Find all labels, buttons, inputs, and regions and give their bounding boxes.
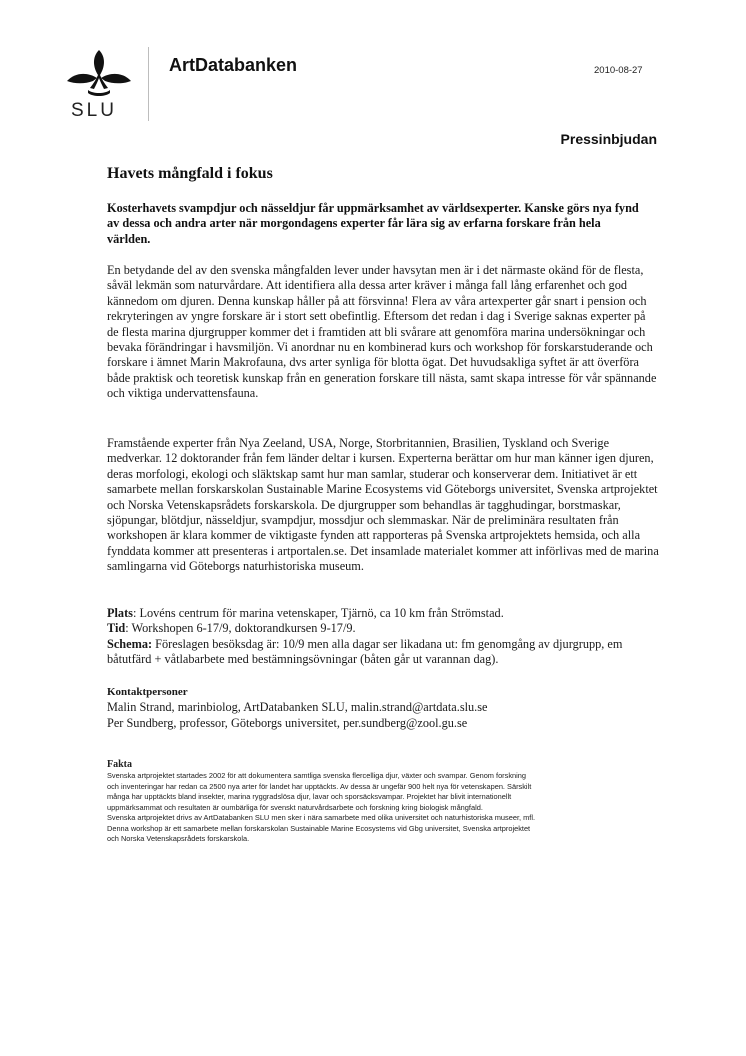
- fakta-line: och inventeringar har redan ca 2500 nya arter för landet har upptäckts. Av dessa är ungefär 900 helt nya för vetenskapen. Särskilt: [107, 781, 532, 791]
- body-paragraph: Framstående experter från Nya Zeeland, USA, Norge, Storbritannien, Brasilien, Tyskland och Sverige medverkar. 12 doktorander från fem länder deltar i kursen. Experterna berättar om hur man känner igen djuren, deras morfologi, ekologi och släktskap samt hur man samlar, studerar och konserverar dem. Initiativet är ett samarbete mellan forskarskolan Sustainable Marine Ecosystems vid Göteborgs universitet, Svenska artprojektet och Norska Vetenskapsrådets forskarskola. De djurgrupper som behandlas är tagghudingar, borstmaskar, sjöpungar, blötdjur, nässeldjur, svampdjur, mossdjur och slemmaskar. När de preliminära resultaten från workshopen är klara kommer de viktigaste fynden att rapporteras på Svenska artprojektets hemsida, och alla fynddata kommer att presenteras i artportalen.se. Det insamlade materialet kommer att införlivas med de marina samlingarna vid Göteborgs naturhistoriska museum.: [107, 436, 659, 574]
- fakta-title: Fakta: [107, 759, 132, 770]
- place-row: [107, 606, 667, 621]
- fakta-line: Svenska artprojektet startades 2002 för att dokumentera samtliga svenska flercelliga djur, växter och svampar. Genom forskning: [107, 771, 527, 780]
- contact-person: Malin Strand, marinbiolog, ArtDatabanken SLU, malin.strand@artdata.slu.se: [107, 700, 488, 715]
- body-paragraph: En betydande del av den svenska mångfalden lever under havsytan men är i det närmaste okänd för de flesta, såväl lekmän som naturvårdare. Att identifiera alla dessa arter kräver i många fall lång erfarenhet och god kännedom om djuren. Denna kunskap håller på att försvinna! Flera av våra artexperter går snart i pension och rekryteringen av yngre forskare är i stort sett obefintlig. Eftersom det redan i dag i Sverige saknas experter på de flesta marina djurgrupper kommer det i framtiden att bli svårare att genomföra marina undersökningar och bevaka förändringar i havsmiljön. Vi anordnar nu en kombinerad kurs och workshop för forskarstuderande och forskare i ämnet Marin Makrofauna, dvs arter synliga för blotta ögat. Det huvudsakliga syftet är att överföra både praktisk och teoretisk kunskap från en generation forskare till nästa, samt skapa intresse för vår spännande och viktiga undervattensfauna.: [107, 263, 657, 401]
- fakta-line: och Norska Vetenskapsrådets forskarskola.: [107, 834, 250, 843]
- contacts-section: [107, 685, 667, 731]
- schedule-value: Föreslagen besöksdag är: 10/9 men alla dagar ser likadana ut: fm genomgång av djurgrupp, em båtutfärd + våtlabarbete med bestämningsövningar (båten går ut varannan dag).: [107, 636, 623, 667]
- slu-leaf-icon: [63, 48, 135, 100]
- lead-paragraph: Kosterhavets svampdjur och nässeldjur får uppmärksamhet av världsexperter. Kanske görs nya fynd av dessa och andra arter när morgondagens experter får lära sig av erfarna forskare från hela världen.: [107, 201, 639, 246]
- organization-name: ArtDatabanken: [169, 55, 298, 75]
- fakta-line: uppmärksammat och resultaten är oumbärliga för svenskt naturvårdsarbete och forskning kring biologisk mångfald.: [107, 802, 483, 812]
- time-row: [107, 621, 667, 636]
- headline: Havets mångfald i fokus: [107, 165, 273, 182]
- header-divider: [148, 47, 149, 121]
- time-label: Tid: [107, 621, 126, 636]
- fakta-line: Denna workshop är ett samarbete mellan forskarskolan Sustainable Marine Ecosystems vid Gbg universitet, Svenska artprojektet: [107, 823, 531, 833]
- document-type: Pressinbjudan: [560, 131, 657, 147]
- contacts-title: Kontaktpersoner: [107, 686, 188, 698]
- document-date: 2010-08-27: [594, 65, 643, 76]
- logo-text: SLU: [71, 100, 117, 121]
- fakta-line: många har upptäckts bland insekter, marina ryggradslösa djur, lavar och sporsäcksvampar. Projektet har blivit internationellt: [107, 792, 512, 801]
- fakta-box: [107, 758, 667, 845]
- time-value: : Workshopen 6-17/9, doktorandkursen 9-17/9.: [125, 621, 356, 636]
- fakta-line: Svenska artprojektet drivs av ArtDatabanken SLU men sker i nära samarbete med olika universitet och naturhistoriska museer, mfl.: [107, 813, 536, 822]
- place-value: : Lovéns centrum för marina vetenskaper, Tjärnö, ca 10 km från Strömstad.: [132, 606, 504, 620]
- place-label: Plats: [107, 606, 133, 620]
- event-details: [107, 606, 667, 668]
- schedule-row: [107, 637, 667, 668]
- contact-person: Per Sundberg, professor, Göteborgs universitet, per.sundberg@zool.gu.se: [107, 715, 468, 730]
- schedule-label: Schema:: [107, 636, 153, 651]
